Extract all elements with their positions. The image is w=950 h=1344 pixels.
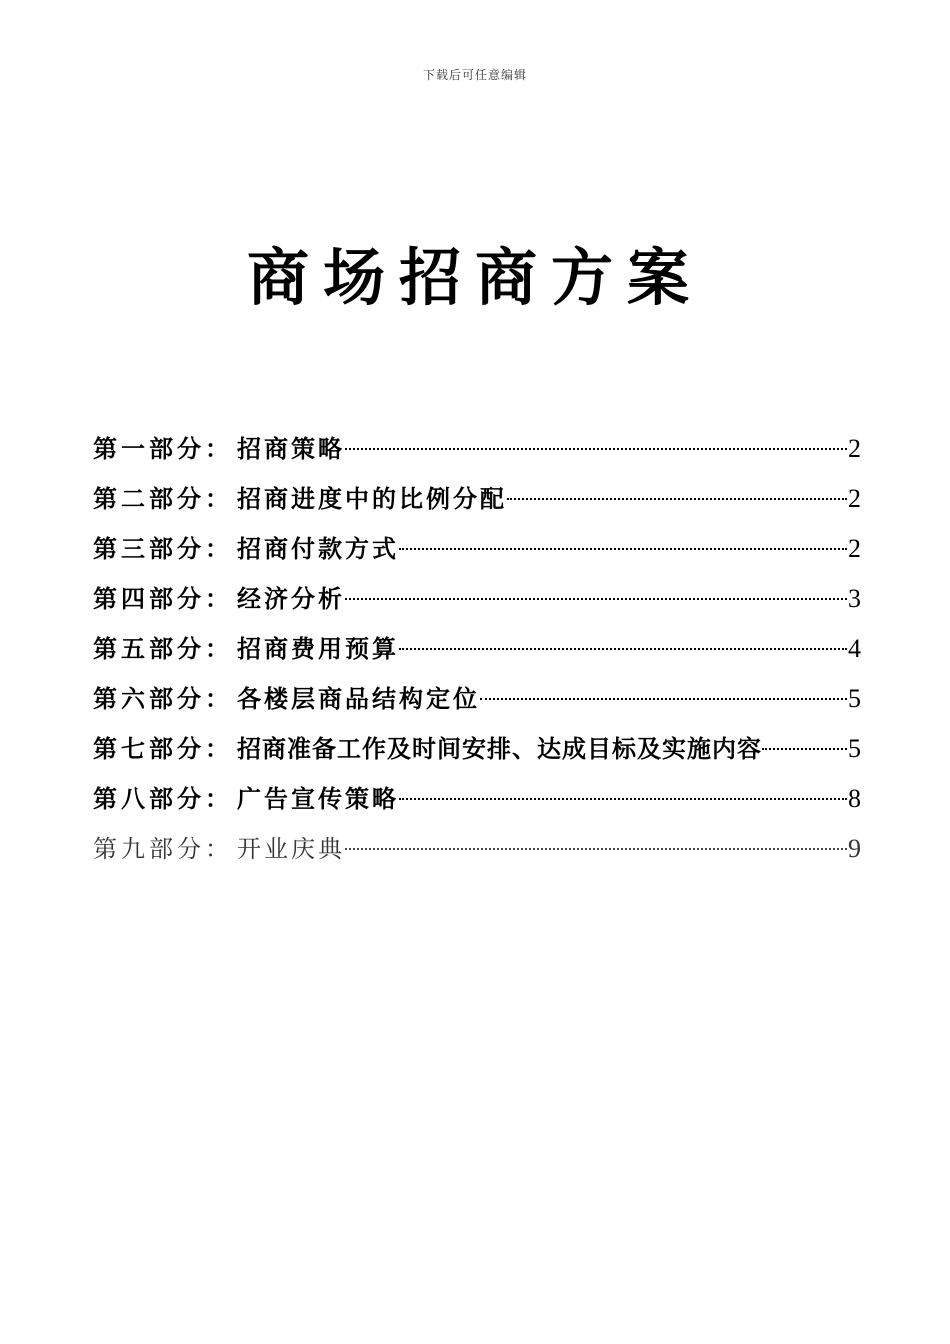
toc-title: 开业庆典	[237, 835, 345, 863]
toc-entry-5[interactable]	[93, 624, 861, 674]
toc-part-label: 第五部分	[93, 634, 205, 663]
toc-page-number: 9	[848, 834, 861, 863]
toc-separator: ：	[205, 534, 229, 563]
toc-dot-leader	[399, 648, 847, 650]
toc-separator: ：	[205, 634, 229, 663]
page-title: 商场招商方案	[246, 241, 703, 314]
toc-page-number: 4	[848, 634, 861, 663]
toc-separator: ：	[205, 584, 229, 613]
toc-title: 招商费用预算	[237, 634, 399, 663]
toc-dot-leader	[345, 448, 847, 450]
toc-entry-1[interactable]	[93, 424, 861, 474]
toc-entry-7[interactable]	[93, 724, 861, 774]
toc-page-number: 2	[848, 534, 861, 563]
toc-entry-2[interactable]	[93, 474, 861, 524]
toc-title: 经济分析	[237, 584, 345, 613]
toc-entry-3[interactable]	[93, 524, 861, 574]
toc-dot-leader	[345, 848, 847, 850]
toc-part-label: 第九部分	[93, 835, 205, 863]
toc-title: 招商进度中的比例分配	[237, 484, 507, 513]
toc-page-number: 5	[848, 684, 861, 713]
toc-page-number: 8	[848, 784, 861, 813]
toc-part-label: 第七部分	[93, 734, 205, 763]
toc-entry-8[interactable]	[93, 774, 861, 824]
toc-title: 招商付款方式	[237, 534, 399, 563]
toc-page-number: 2	[848, 484, 861, 513]
toc-title: 各楼层商品结构定位	[237, 684, 480, 713]
toc-dot-leader	[762, 748, 847, 750]
toc-dot-leader	[345, 598, 847, 600]
toc-entry-6[interactable]	[93, 674, 861, 724]
toc-part-label: 第三部分	[93, 534, 205, 563]
toc-entry-9[interactable]	[93, 824, 861, 874]
toc-part-label: 第四部分	[93, 584, 205, 613]
toc-separator: ：	[205, 484, 229, 513]
toc-part-label: 第一部分	[93, 434, 205, 463]
toc-dot-leader	[399, 798, 847, 800]
toc-separator: ：	[205, 835, 229, 863]
toc-dot-leader	[507, 498, 847, 500]
table-of-contents	[93, 424, 861, 874]
toc-separator: ：	[205, 784, 229, 813]
toc-separator: ：	[205, 734, 229, 763]
toc-part-label: 第六部分	[93, 684, 205, 713]
toc-title: 招商准备工作及时间安排、达成目标及实施内容	[237, 734, 762, 763]
toc-page-number: 2	[848, 434, 861, 463]
toc-separator: ：	[205, 434, 229, 463]
toc-title: 广告宣传策略	[237, 784, 399, 813]
toc-part-label: 第二部分	[93, 484, 205, 513]
toc-separator: ：	[205, 684, 229, 713]
toc-page-number: 5	[848, 734, 861, 763]
toc-title: 招商策略	[237, 434, 345, 463]
toc-part-label: 第八部分	[93, 784, 205, 813]
toc-entry-4[interactable]	[93, 574, 861, 624]
toc-dot-leader	[480, 698, 847, 700]
toc-dot-leader	[399, 548, 847, 550]
toc-page-number: 3	[848, 584, 861, 613]
header-note: 下载后可任意编辑	[422, 68, 527, 82]
